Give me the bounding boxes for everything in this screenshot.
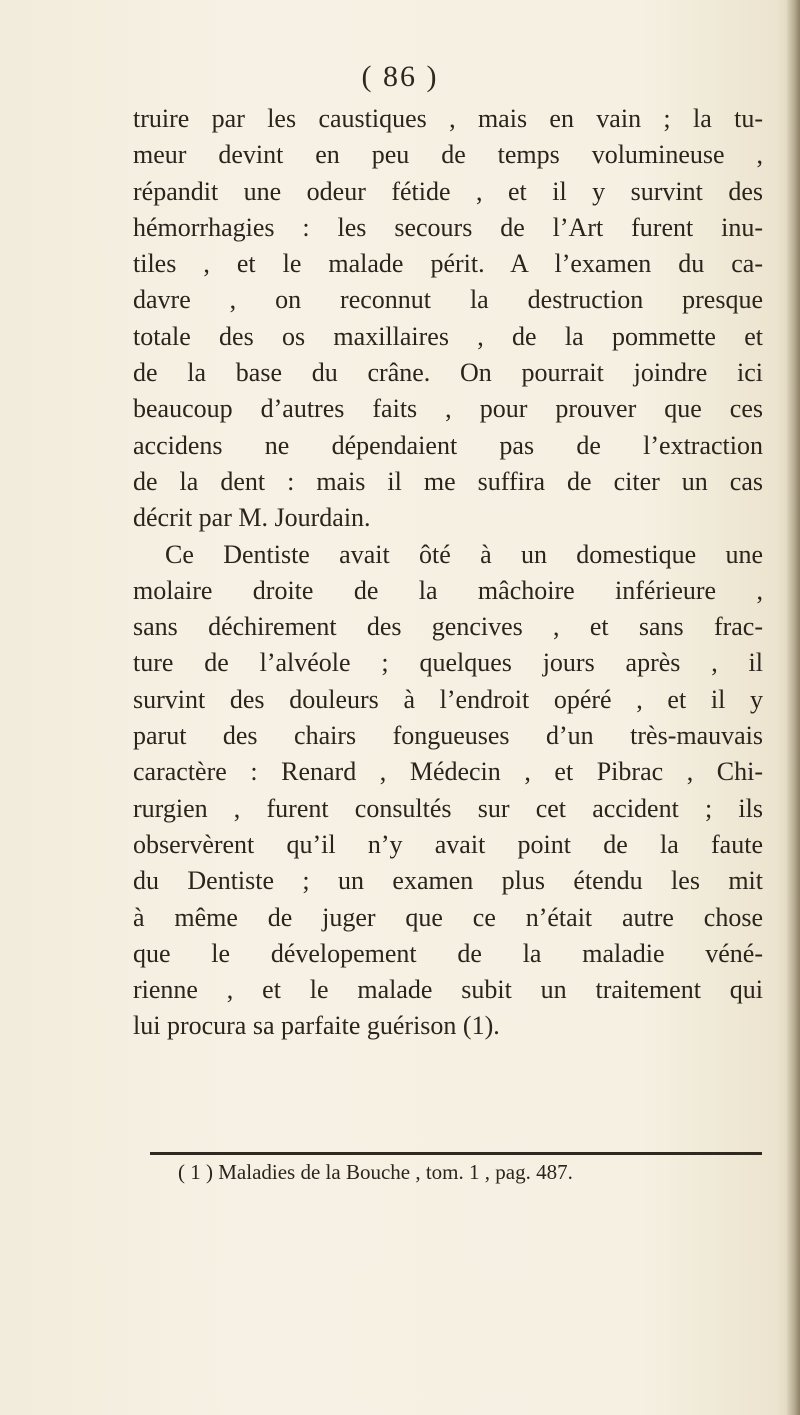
- text-line: tiles , et le malade périt. A l’examen du ca-: [133, 249, 763, 279]
- text-line: répandit une odeur fétide , et il y survint des: [133, 176, 763, 206]
- text-line: du Dentiste ; un examen plus étendu les mit: [133, 866, 763, 896]
- text-line: rurgien , furent consultés sur cet accident ; ils: [133, 793, 763, 823]
- text-line: truire par les caustiques , mais en vain ; la tu-: [133, 104, 763, 133]
- footnote: ( 1 ) Maladies de la Bouche , tom. 1 , pag. 487.: [178, 1160, 573, 1184]
- text-line: meur devint en peu de temps volumineuse ,: [133, 140, 763, 170]
- text-line: lui procura sa parfaite guérison (1).: [133, 1011, 500, 1041]
- text-line: que le dévelopement de la maladie véné-: [133, 938, 763, 968]
- page-edge-shadow: [786, 0, 800, 1415]
- text-line: ture de l’alvéole ; quelques jours après , il: [133, 648, 763, 678]
- text-line: de la dent : mais il me suffira de citer un cas: [133, 466, 763, 496]
- text-line: décrit par M. Jourdain.: [133, 503, 371, 533]
- text-line: à même de juger que ce n’était autre chose: [133, 902, 763, 932]
- text-line: accidens ne dépendaient pas de l’extraction: [133, 430, 763, 460]
- text-line: totale des os maxillaires , de la pommette et: [133, 321, 763, 351]
- footnote-divider: [150, 1152, 762, 1155]
- paragraph-start-line: Ce Dentiste avait ôté à un domestique une: [165, 539, 763, 569]
- text-line: sans déchirement des gencives , et sans frac-: [133, 612, 763, 642]
- text-line: hémorrhagies : les secours de l’Art furent inu-: [133, 212, 763, 242]
- text-line: molaire droite de la mâchoire inférieure ,: [133, 575, 763, 605]
- text-line: de la base du crâne. On pourrait joindre ici: [133, 358, 763, 388]
- body-text: [133, 101, 763, 1045]
- text-line: observèrent qu’il n’y avait point de la faute: [133, 829, 763, 859]
- text-line: rienne , et le malade subit un traitement qui: [133, 975, 763, 1005]
- text-line: davre , on reconnut la destruction presque: [133, 285, 763, 315]
- text-line: caractère : Renard , Médecin , et Pibrac , Chi-: [133, 757, 763, 787]
- page-number: ( 86 ): [361, 60, 439, 93]
- text-line: beaucoup d’autres faits , pour prouver que ces: [133, 394, 763, 424]
- text-line: parut des chairs fongueuses d’un très-mauvais: [133, 721, 763, 751]
- text-line: survint des douleurs à l’endroit opéré , et il y: [133, 684, 763, 714]
